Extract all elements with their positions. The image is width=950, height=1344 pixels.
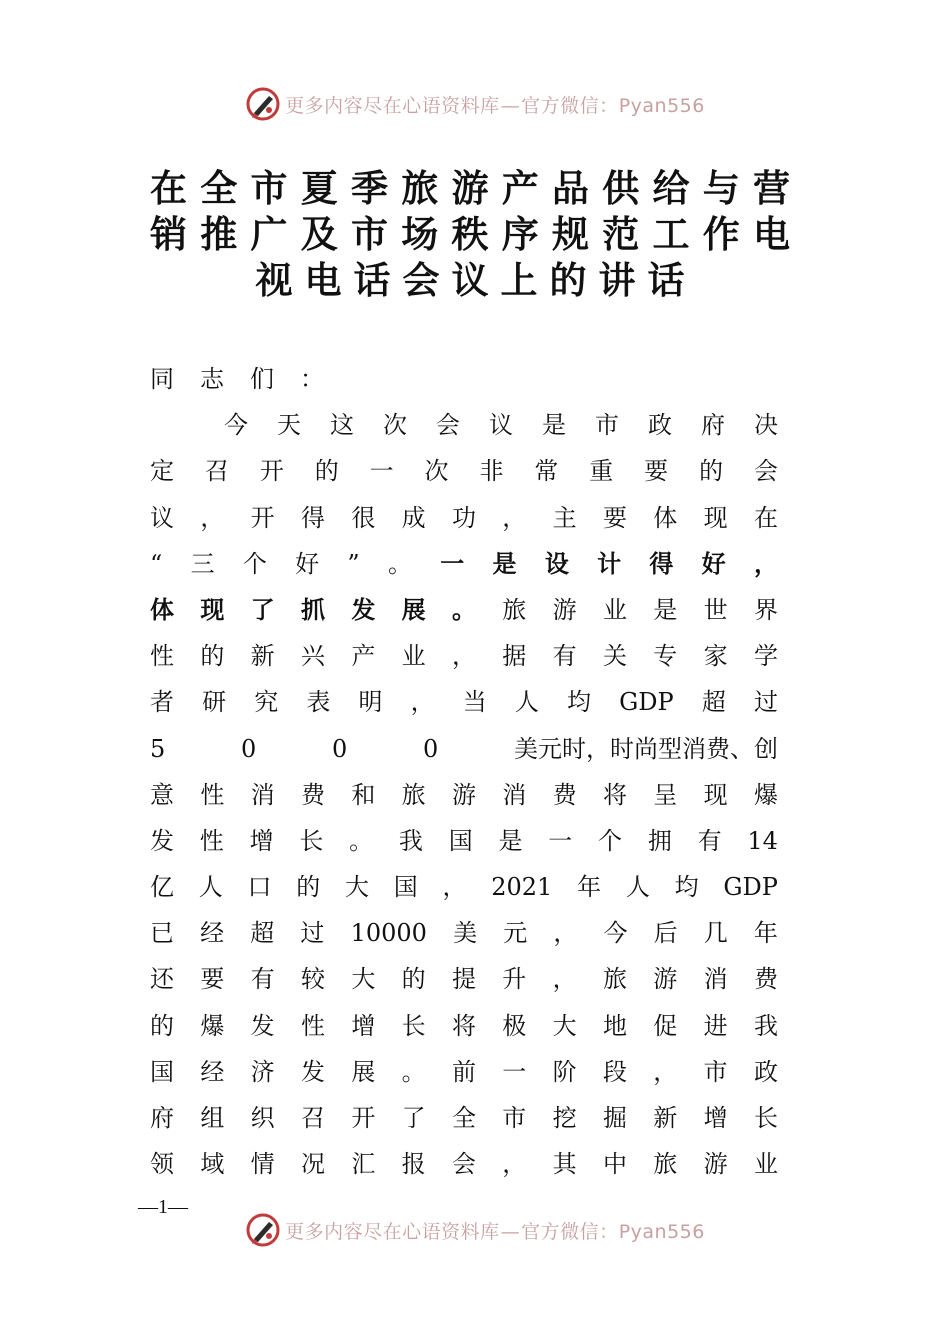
text-token: 年 — [753, 919, 778, 948]
watermark-text: 更多内容尽在心语资料库—官方微信：Pyan556 — [285, 94, 705, 117]
text-token: 2021 — [491, 873, 553, 902]
text-token: 的 — [200, 642, 225, 671]
text-token: 世 — [703, 595, 728, 624]
text-token: 家 — [703, 642, 728, 671]
text-token: 全 — [451, 1104, 476, 1132]
text-token: 全 — [200, 167, 238, 210]
text-token: 工 — [652, 213, 690, 256]
text-token: ， — [552, 965, 577, 994]
text-token: 促 — [653, 1011, 678, 1040]
text-token: 今 — [224, 411, 248, 440]
text-token: 计 — [597, 549, 622, 578]
text-line — [150, 726, 778, 772]
text-token: 讲 — [598, 259, 636, 302]
text-token: 议 — [489, 411, 513, 440]
text-token: 成 — [401, 503, 426, 532]
text-token: 了 — [401, 1104, 426, 1132]
text-token: 性 — [150, 642, 174, 671]
text-token: 美元时，时尚型消费、创 — [514, 734, 778, 763]
text-token: 拥 — [647, 826, 672, 855]
text-line — [150, 910, 778, 956]
text-token: 增 — [249, 826, 274, 855]
text-token: 超 — [250, 919, 275, 948]
text-token: 是 — [492, 549, 517, 578]
text-token: 大 — [345, 873, 369, 902]
text-token: 前 — [451, 1057, 476, 1086]
text-token: 召 — [300, 1104, 325, 1132]
text-token: 业 — [401, 642, 426, 671]
pen-logo-icon — [245, 86, 281, 122]
text-token: 其 — [552, 1150, 577, 1179]
text-token: 秩 — [451, 213, 489, 256]
text-token: 0 — [423, 734, 439, 763]
text-token: 有 — [552, 642, 577, 671]
text-token: ， — [200, 503, 225, 532]
text-token: 市 — [703, 1057, 728, 1086]
text-token: 爆 — [200, 1011, 225, 1040]
text-token: ， — [442, 873, 467, 902]
text-token: 均 — [674, 873, 699, 902]
text-token: 极 — [502, 1011, 527, 1040]
text-line — [150, 633, 778, 679]
text-token: 市 — [250, 167, 288, 210]
text-token: 者 — [150, 688, 174, 717]
text-token: 供 — [602, 167, 640, 210]
text-token: 关 — [602, 642, 627, 671]
text-token: 的 — [401, 965, 426, 994]
text-token: 给 — [652, 167, 690, 210]
text-token: 在 — [150, 167, 187, 210]
text-token: 夏 — [300, 167, 338, 210]
text-token: 消 — [703, 965, 728, 994]
text-token: 过 — [753, 688, 778, 717]
text-token: 性 — [200, 780, 225, 809]
text-token: 消 — [250, 780, 275, 809]
text-token: 产 — [351, 642, 376, 671]
text-line — [150, 1095, 778, 1141]
text-token: 个 — [598, 826, 623, 855]
text-token: 得 — [300, 503, 325, 532]
text-token: 几 — [703, 919, 728, 948]
text-line — [150, 772, 778, 818]
text-token: 发 — [300, 1057, 325, 1086]
text-token: 况 — [300, 1150, 325, 1179]
text-token: 性 — [199, 826, 224, 855]
text-token: ， — [502, 1150, 527, 1179]
text-token: 会 — [436, 411, 460, 440]
text-token: 游 — [552, 595, 577, 624]
text-token: “ — [150, 549, 163, 578]
text-token: ， — [502, 503, 527, 532]
text-token: 的 — [314, 457, 339, 486]
body-paragraph — [150, 402, 778, 1187]
text-token: 会 — [451, 1150, 476, 1179]
text-token: 研 — [202, 688, 227, 717]
text-token: 市 — [502, 1104, 527, 1132]
text-token: 界 — [753, 595, 778, 624]
text-token: 游 — [703, 1150, 728, 1179]
text-token: 志 — [200, 365, 224, 393]
text-token: 抓 — [300, 595, 325, 624]
text-token: 政 — [753, 1057, 778, 1086]
text-token: 还 — [150, 965, 174, 994]
text-token: 要 — [200, 965, 225, 994]
text-token: 次 — [424, 457, 449, 486]
text-token: 很 — [351, 503, 376, 532]
text-token: 作 — [702, 213, 740, 256]
text-token: 大 — [351, 965, 376, 994]
text-token: 会 — [402, 259, 440, 302]
text-token: ， — [553, 919, 578, 948]
text-line — [150, 1049, 778, 1095]
text-token: 兴 — [300, 642, 325, 671]
text-token: 规 — [552, 213, 589, 256]
watermark-banner-top — [0, 84, 950, 124]
text-token: 常 — [534, 457, 559, 486]
text-token: 开 — [250, 503, 275, 532]
text-token: 升 — [502, 965, 527, 994]
text-token: 。 — [451, 595, 476, 624]
text-line — [150, 402, 778, 448]
text-token: ： — [300, 365, 324, 393]
text-token: 发 — [250, 1011, 275, 1040]
text-token: 旅 — [602, 965, 627, 994]
text-token: 一 — [502, 1057, 527, 1086]
text-token: 现 — [703, 780, 728, 809]
text-token: 话 — [353, 259, 391, 302]
page-number: —1— — [138, 1196, 188, 1218]
text-token: 体 — [653, 503, 678, 532]
text-token: 品 — [552, 167, 589, 210]
text-token: 意 — [150, 780, 174, 809]
text-token: 府 — [150, 1104, 174, 1132]
text-token: 有 — [250, 965, 275, 994]
text-token: ， — [410, 688, 435, 717]
text-token: 展 — [401, 595, 426, 624]
text-token: 0 — [241, 734, 257, 763]
text-line — [150, 495, 778, 541]
text-token: 开 — [351, 1104, 376, 1132]
text-token: 这 — [330, 411, 354, 440]
text-token: 游 — [653, 965, 678, 994]
text-token: 将 — [602, 780, 627, 809]
text-token: 经 — [200, 1057, 225, 1086]
text-token: 费 — [753, 965, 778, 994]
text-line — [150, 818, 778, 864]
text-token: 推 — [200, 213, 238, 256]
text-token: 当 — [462, 688, 487, 717]
text-token: 专 — [653, 642, 678, 671]
text-token: 已 — [150, 919, 174, 948]
text-token: 。 — [387, 549, 412, 578]
text-token: 同 — [150, 365, 174, 393]
text-token: GDP — [723, 873, 778, 902]
text-token: 报 — [401, 1150, 426, 1179]
text-token: 国 — [150, 1057, 174, 1086]
text-token: 挖 — [552, 1104, 577, 1132]
text-token: 今 — [603, 919, 628, 948]
text-token: 业 — [753, 1150, 778, 1179]
text-token: 和 — [351, 780, 376, 809]
text-token: 济 — [250, 1057, 275, 1086]
text-token: 旅 — [401, 780, 426, 809]
text-token: 议 — [150, 503, 174, 532]
text-token: 的 — [296, 873, 321, 902]
text-token: 掘 — [602, 1104, 627, 1132]
text-token: 呈 — [653, 780, 678, 809]
text-token: 我 — [753, 1011, 778, 1040]
text-token: 是 — [542, 411, 566, 440]
text-token: 要 — [602, 503, 627, 532]
text-token: 上 — [500, 259, 538, 302]
text-token: 均 — [567, 688, 591, 717]
text-token: 据 — [502, 642, 527, 671]
text-token: 元 — [503, 919, 528, 948]
text-token: ， — [451, 642, 476, 671]
text-token: 长 — [753, 1104, 778, 1132]
text-token: 及 — [300, 213, 338, 256]
text-token: GDP — [619, 688, 674, 717]
text-token: 地 — [602, 1011, 627, 1040]
text-token: 经 — [200, 919, 225, 948]
text-token: 旅 — [502, 595, 527, 624]
text-token: 召 — [204, 457, 229, 486]
text-line — [150, 864, 778, 910]
document-body — [150, 356, 778, 1187]
text-line — [150, 1003, 778, 1049]
text-line — [150, 956, 778, 1002]
text-token: 定 — [150, 457, 174, 486]
text-token: 年 — [577, 873, 602, 902]
text-token: 市 — [351, 213, 388, 256]
text-token: 情 — [250, 1150, 275, 1179]
text-token: 领 — [150, 1150, 174, 1179]
text-token: 营 — [753, 167, 790, 210]
text-token: 市 — [595, 411, 619, 440]
text-token: 序 — [501, 213, 539, 256]
text-token: ， — [653, 1057, 678, 1086]
text-token: 10000 — [350, 919, 427, 948]
text-token: 展 — [351, 1057, 376, 1086]
text-token: 域 — [200, 1150, 225, 1179]
text-token: 话 — [647, 259, 685, 302]
text-token: 是 — [653, 595, 678, 624]
text-token: 游 — [451, 167, 489, 210]
text-token: 电 — [753, 213, 790, 256]
text-token: 学 — [753, 642, 778, 671]
text-token: 提 — [451, 965, 476, 994]
text-token: 段 — [602, 1057, 627, 1086]
text-token: 业 — [602, 595, 627, 624]
text-token: 超 — [701, 688, 726, 717]
text-token: 新 — [653, 1104, 678, 1132]
title-line — [150, 212, 790, 258]
text-token: 有 — [697, 826, 722, 855]
watermark-banner-bottom — [0, 1210, 950, 1250]
text-token: ” — [347, 549, 360, 578]
text-token: 产 — [501, 167, 539, 210]
text-token: ， — [753, 549, 778, 578]
text-token: 开 — [259, 457, 284, 486]
text-token: 个 — [242, 549, 267, 578]
text-token: 场 — [401, 213, 439, 256]
text-token: 是 — [498, 826, 523, 855]
text-token: 增 — [703, 1104, 728, 1132]
text-token: 好 — [295, 549, 320, 578]
text-token: 会 — [753, 457, 778, 486]
text-token: 阶 — [552, 1057, 577, 1086]
text-token: 表 — [306, 688, 331, 717]
text-token: 中 — [602, 1150, 627, 1179]
text-token: 三 — [190, 549, 215, 578]
text-token: 发 — [351, 595, 376, 624]
text-token: 0 — [332, 734, 348, 763]
text-token: 在 — [753, 503, 778, 532]
text-token: 游 — [451, 780, 476, 809]
title-line — [150, 258, 790, 304]
text-token: 性 — [300, 1011, 325, 1040]
text-token: 销 — [150, 213, 187, 256]
pen-logo-icon — [245, 1212, 281, 1248]
text-token: 主 — [552, 503, 577, 532]
text-token: 5 — [150, 734, 166, 763]
text-token: 发 — [150, 826, 174, 855]
text-token: 较 — [300, 965, 325, 994]
text-token: 将 — [451, 1011, 476, 1040]
text-token: 的 — [150, 1011, 174, 1040]
text-token: 的 — [549, 259, 587, 302]
text-token: 得 — [649, 549, 674, 578]
text-token: 一 — [548, 826, 573, 855]
text-token: 好 — [701, 549, 726, 578]
text-token: 费 — [300, 780, 325, 809]
text-token: 人 — [514, 688, 539, 717]
text-token: 电 — [304, 259, 342, 302]
text-token: 重 — [589, 457, 614, 486]
text-token: 体 — [150, 595, 174, 624]
text-token: 费 — [552, 780, 577, 809]
text-line — [150, 448, 778, 494]
title-line — [150, 166, 790, 212]
text-token: 府 — [701, 411, 725, 440]
text-token: 汇 — [351, 1150, 376, 1179]
text-token: 。 — [349, 826, 374, 855]
text-token: 新 — [250, 642, 275, 671]
text-token: 后 — [653, 919, 678, 948]
text-token: 过 — [300, 919, 325, 948]
text-token: 国 — [393, 873, 418, 902]
text-token: 设 — [544, 549, 569, 578]
text-token: 决 — [754, 411, 778, 440]
text-token: 。 — [401, 1057, 426, 1086]
text-line — [150, 541, 778, 587]
text-token: 进 — [703, 1011, 728, 1040]
text-token: 亿 — [150, 873, 174, 902]
text-token: 组 — [200, 1104, 225, 1132]
text-token: 14 — [747, 826, 778, 855]
watermark-text: 更多内容尽在心语资料库—官方微信：Pyan556 — [285, 1220, 705, 1243]
text-line — [150, 679, 778, 725]
text-token: 织 — [250, 1104, 275, 1132]
text-token: 究 — [254, 688, 279, 717]
text-token: 人 — [198, 873, 223, 902]
text-token: 人 — [625, 873, 650, 902]
text-token: 现 — [200, 595, 225, 624]
text-line — [150, 1141, 778, 1187]
text-token: 消 — [502, 780, 527, 809]
text-token: 广 — [250, 213, 288, 256]
text-token: 非 — [479, 457, 504, 486]
text-token: 视 — [255, 259, 293, 302]
text-token: 政 — [648, 411, 672, 440]
text-line — [150, 587, 778, 633]
document-title — [150, 166, 790, 304]
greeting — [150, 356, 778, 402]
text-token: 旅 — [401, 167, 439, 210]
text-token: 功 — [451, 503, 476, 532]
text-token: 议 — [451, 259, 489, 302]
text-token: 一 — [440, 549, 465, 578]
text-token: 要 — [644, 457, 669, 486]
text-token: 长 — [401, 1011, 426, 1040]
text-token: 旅 — [653, 1150, 678, 1179]
text-token: 的 — [699, 457, 724, 486]
text-token: 次 — [383, 411, 407, 440]
text-token: 爆 — [753, 780, 778, 809]
text-token: 美 — [453, 919, 478, 948]
text-token: 大 — [552, 1011, 577, 1040]
text-token: 与 — [702, 167, 740, 210]
text-token: 天 — [277, 411, 301, 440]
text-token: 季 — [351, 167, 388, 210]
text-token: 国 — [448, 826, 473, 855]
text-token: 增 — [351, 1011, 376, 1040]
text-token: 长 — [299, 826, 324, 855]
text-token: 了 — [250, 595, 275, 624]
text-token: 现 — [703, 503, 728, 532]
text-token: 一 — [369, 457, 394, 486]
text-token: 我 — [398, 826, 423, 855]
text-token: 口 — [247, 873, 272, 902]
text-token: 范 — [602, 213, 640, 256]
text-token: 们 — [250, 365, 274, 393]
text-token: 明 — [358, 688, 383, 717]
